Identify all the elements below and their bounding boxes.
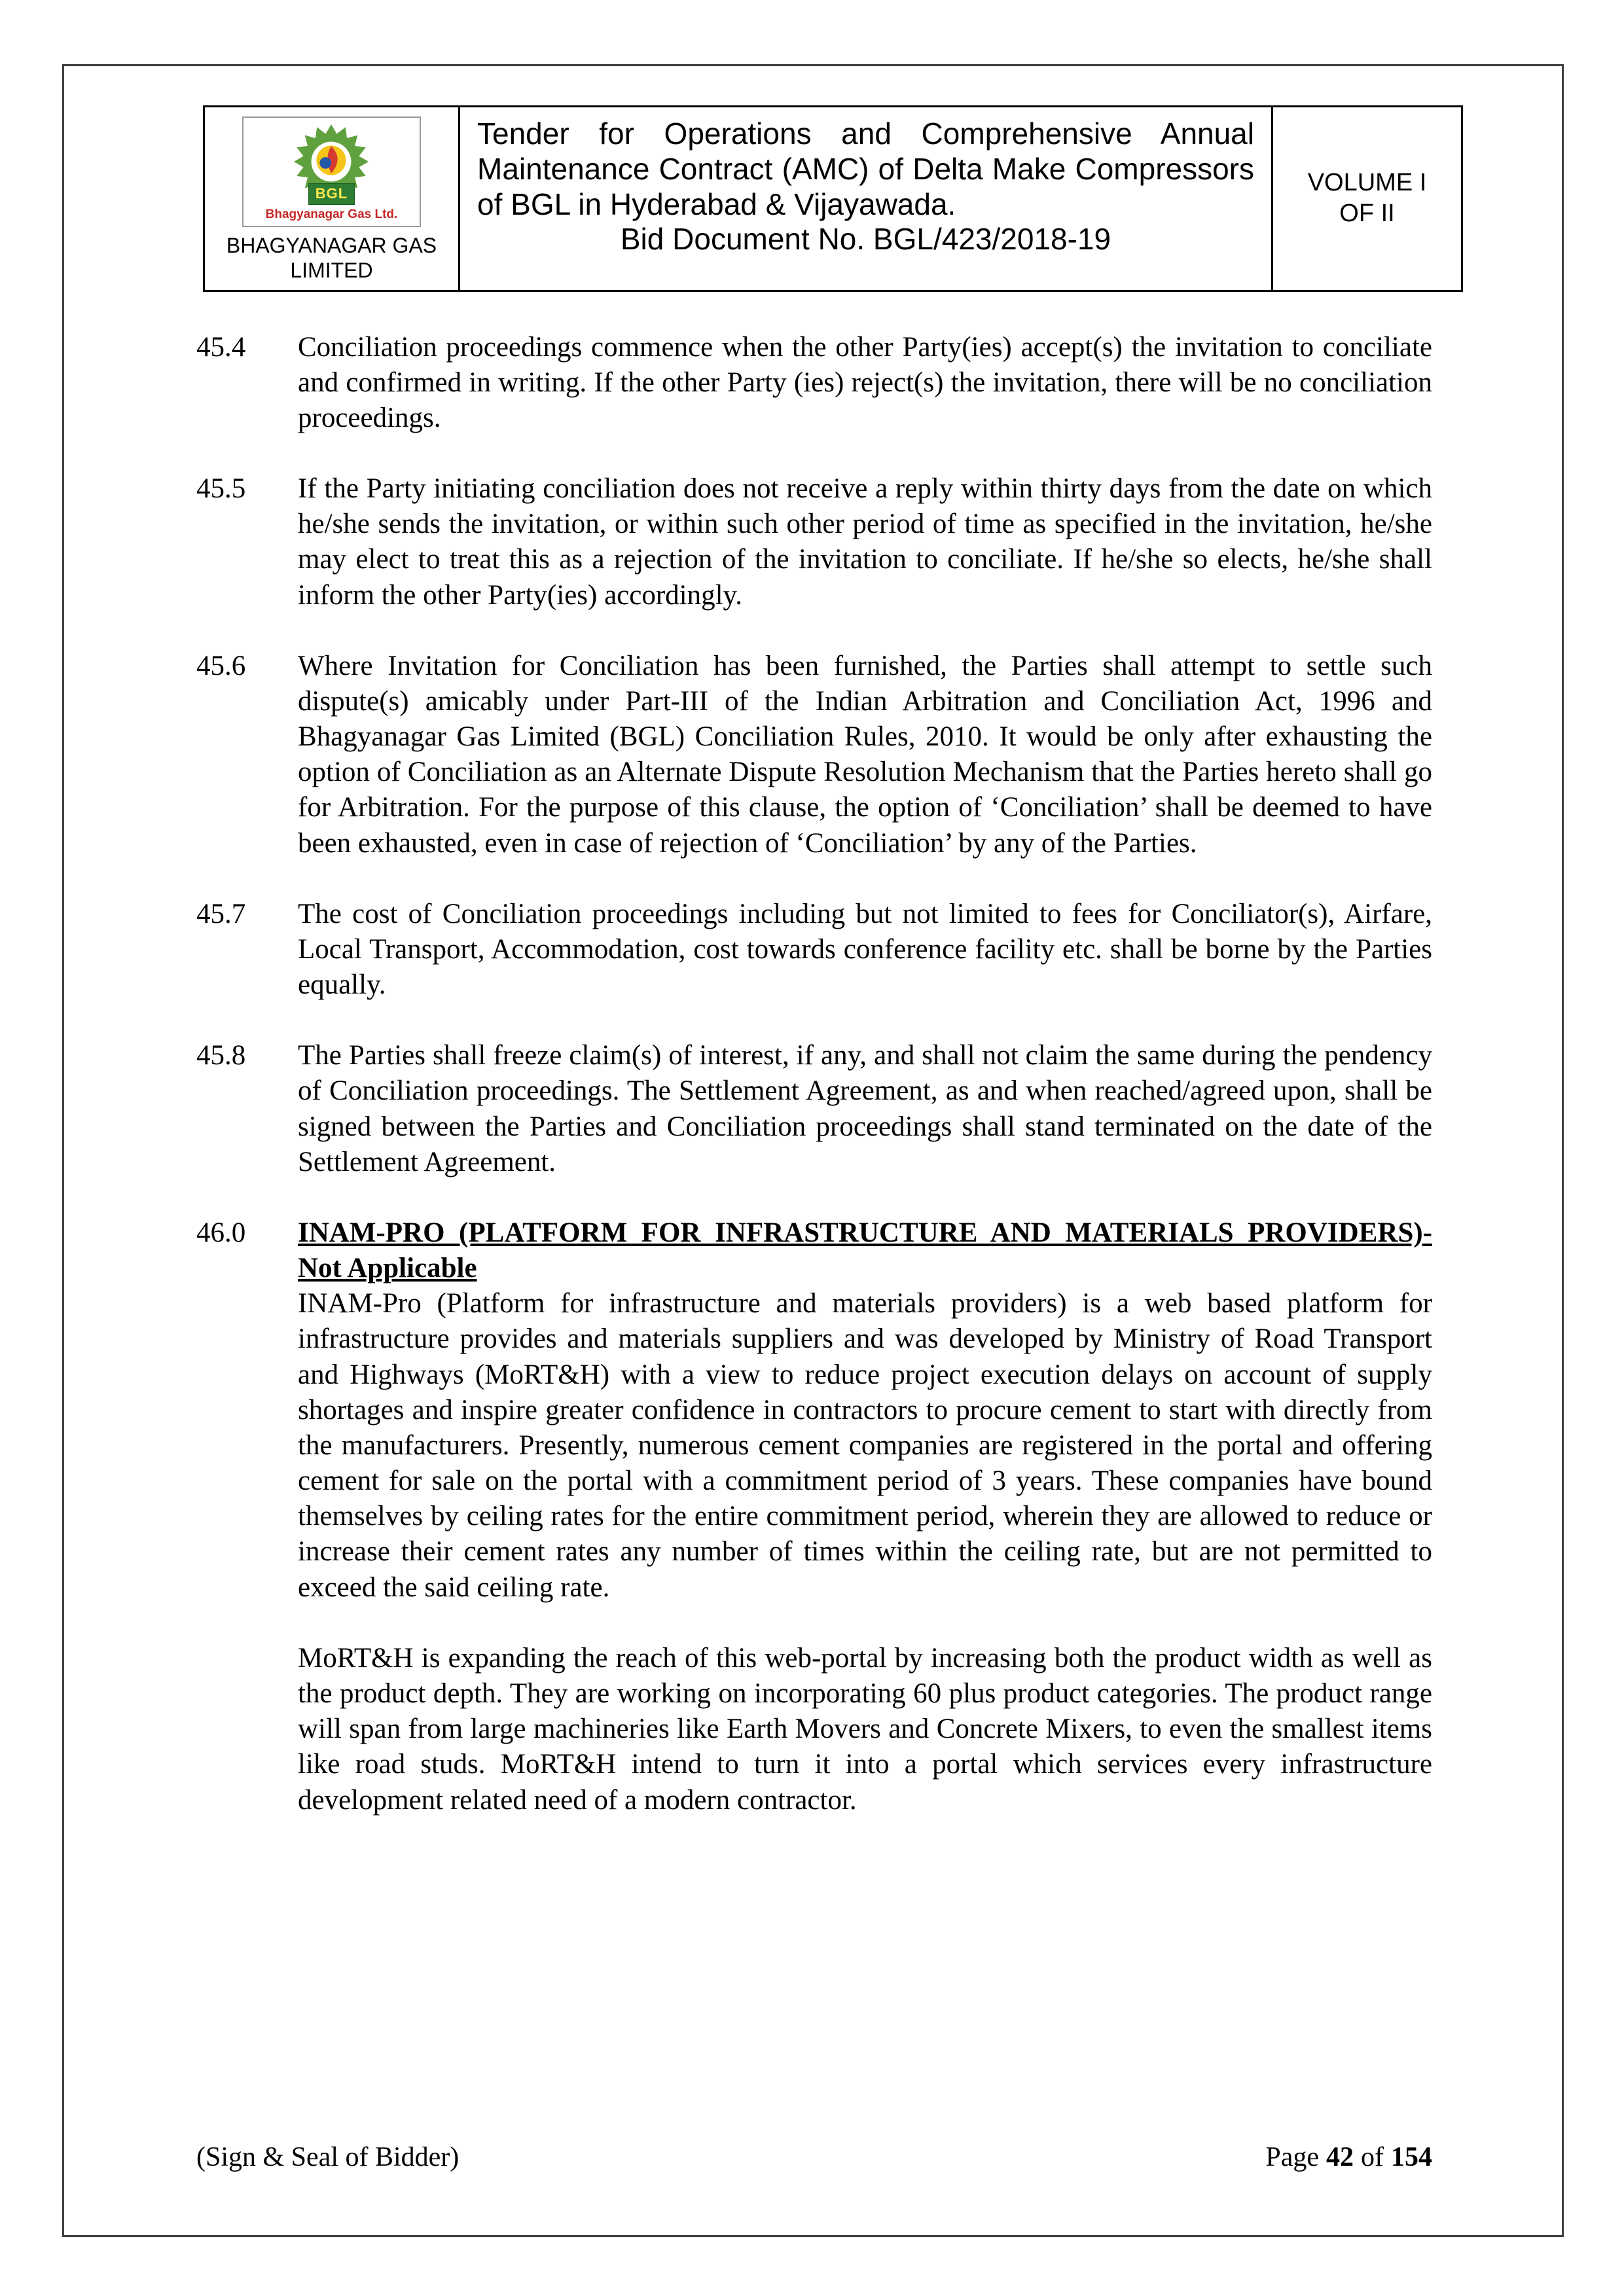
clause-number: 45.5 (196, 473, 246, 505)
clause-body (298, 1215, 1432, 1818)
logo-box (242, 117, 422, 227)
page-footer (196, 2142, 1432, 2173)
clause-number: 45.4 (196, 331, 246, 363)
of-label: of (1361, 2142, 1384, 2172)
clause-number: 45.7 (196, 898, 246, 929)
clause-text: Where Invitation for Conciliation has been furnished, the Parties shall attempt to settle such dispute(s) amicably under Part-III of the Indian Arbitration and Conciliation Act, 1996 and Bhagyanagar Gas Limited (BGL) Conciliation Rules, 2010. It would be only after exhausting the option of Conciliation as an Alternate Dispute Resolution Mechanism that the Parties hereto shall go for Arbitration. For the purpose of this clause, the option of ‘Conciliation’ shall be deemed to have been exhausted, even in case of rejection of ‘Conciliation’ by any of the Parties. (298, 650, 1432, 859)
volume-line1: VOLUME I (1307, 168, 1427, 196)
page-indicator (1265, 2142, 1432, 2173)
clause-number: 45.6 (196, 650, 246, 681)
organization-name-line2: LIMITED (290, 258, 373, 282)
clause-text: The cost of Conciliation proceedings including but not limited to fees for Conciliator(s), Airfare, Local Transport, Accommodation, cost towards conference facility etc. shall be borne by the Parties equally. (298, 898, 1432, 1001)
clause-heading: INAM-PRO (PLATFORM FOR INFRASTRUCTURE AND MATERIALS PROVIDERS)-Not Applicable (298, 1217, 1432, 1284)
clause-number: 46.0 (196, 1217, 246, 1248)
clause-text: Conciliation proceedings commence when the other Party(ies) accept(s) the invitation to conciliate and confirmed in writing. If the other Party (ies) reject(s) the invitation, there will be no conciliation proceedings. (298, 331, 1432, 433)
page-border-frame (62, 64, 1564, 2237)
page-label: Page (1265, 2142, 1319, 2172)
organization-name-line1: BHAGYANAGAR GAS (226, 234, 437, 257)
clause-45-7 (196, 897, 1432, 1003)
clause-45-6 (196, 649, 1432, 861)
clause-number: 45.8 (196, 1040, 246, 1071)
clause-text: If the Party initiating conciliation does not receive a reply within thirty days from the date on which he/she sends the invitation, or within such other period of time as specified in the invitation, he/she may elect to treat this as a rejection of the invitation to conciliate. If he/she so elects, he/she shall inform the other Party(ies) accordingly. (298, 473, 1432, 611)
clause-text: The Parties shall freeze claim(s) of interest, if any, and shall not claim the same during the pendency of Conciliation proceedings. The Settlement Agreement, as and when reached/agreed upon, shall be signed between the Parties and Conciliation proceedings shall stand terminated on the date of the Settlement Agreement. (298, 1040, 1432, 1177)
sign-seal-note: (Sign & Seal of Bidder) (196, 2142, 460, 2172)
logo-acronym: BGL (308, 183, 355, 205)
document-body (196, 330, 1432, 1818)
organization-name (226, 234, 437, 283)
logo-cell (205, 107, 460, 290)
title-cell (460, 107, 1273, 290)
clause-46-0 (196, 1215, 1432, 1818)
clause-paragraph: MoRT&H is expanding the reach of this web-portal by increasing both the product width as well as the product depth. They are working on incorporating 60 plus product categories. The product range will span from large machineries like Earth Movers and Concrete Mixers, to even the smallest items like road studs. MoRT&H intend to turn it into a portal which services every infrastructure development related need of a modern contractor. (298, 1642, 1432, 1816)
clause-45-4 (196, 330, 1432, 437)
bid-document-number: Bid Document No. BGL/423/2018-19 (620, 222, 1111, 257)
volume-cell (1273, 107, 1461, 290)
total-pages: 154 (1391, 2142, 1432, 2172)
page-number: 42 (1326, 2142, 1354, 2172)
tender-title: Tender for Operations and Comprehensive Annual Maintenance Contract (AMC) of Delta Make Compressors of BGL in Hyderabad & Vijayawada. (477, 117, 1254, 221)
document-header (203, 105, 1463, 292)
logo-caption: Bhagyanagar Gas Ltd. (265, 207, 398, 221)
volume-line2: OF II (1339, 200, 1395, 228)
clause-45-5 (196, 471, 1432, 613)
clause-45-8 (196, 1038, 1432, 1180)
clause-paragraph: INAM-Pro (Platform for infrastructure and materials providers) is a web based platform for infrastructure provides and materials suppliers and was developed by Ministry of Road Transport and Highways (MoRT&H) with a view to reduce project execution delays on account of supply shortages and inspire greater confidence in contractors to procure cement to start with directly from the manufacturers. Presently, numerous cement companies are registered in the portal and offering cement for sale on the portal with a commitment period of 3 years. These companies have bound themselves by ceiling rates for the entire commitment period, wherein they are allowed to reduce or increase their cement rates any number of times within the ceiling rate, but are not permitted to exceed the said ceiling rate. (298, 1288, 1432, 1603)
